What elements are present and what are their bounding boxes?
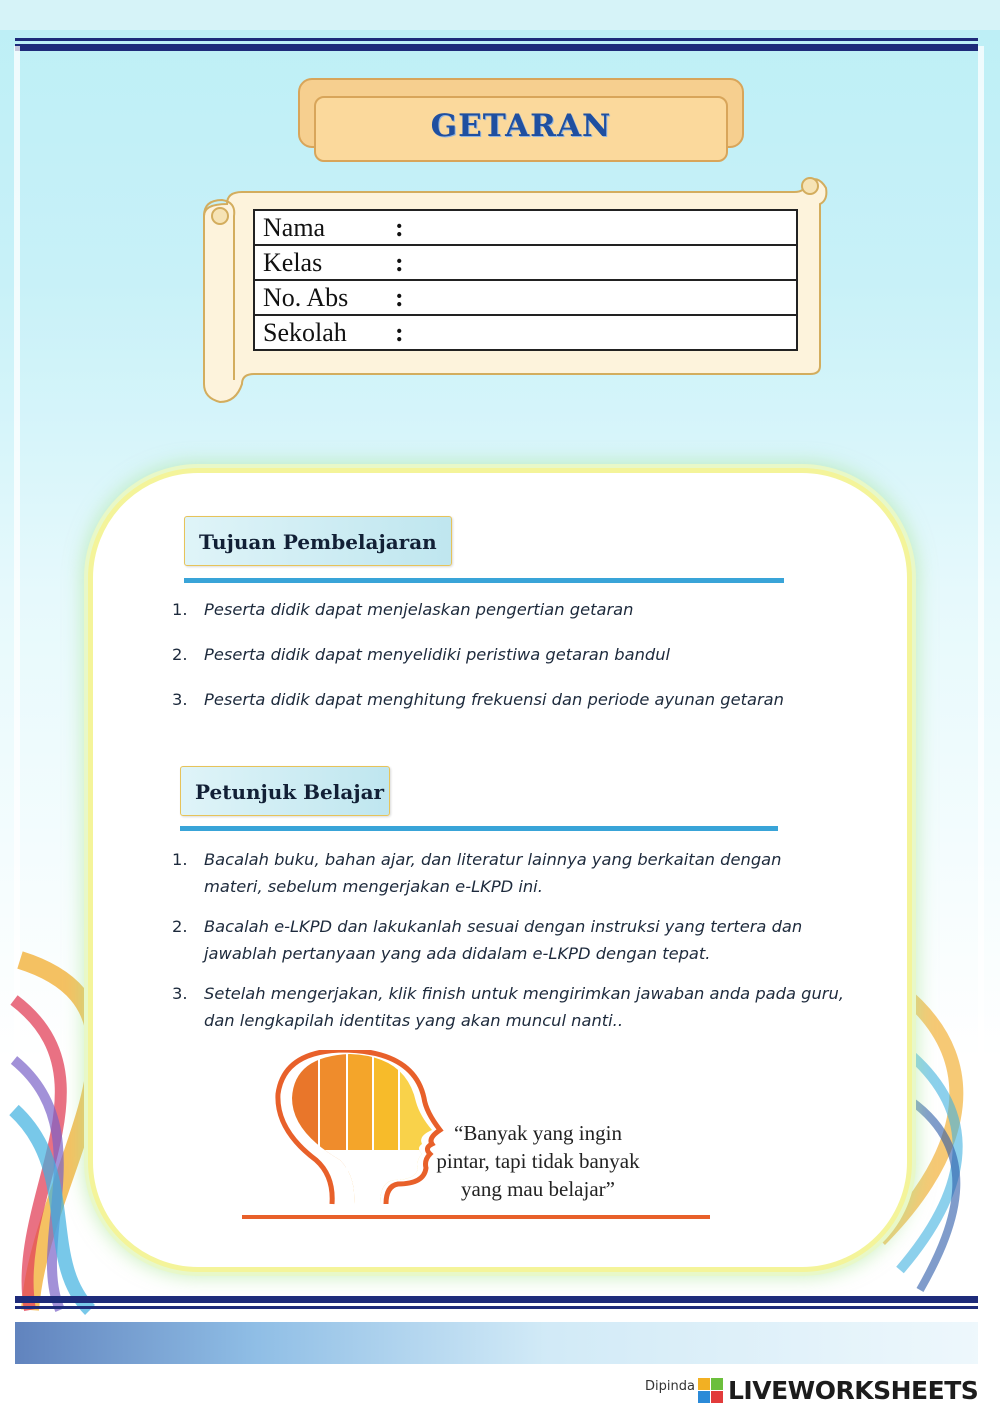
identity-row-no-abs[interactable]: No. Abs : [254,280,797,315]
instructions-list [172,846,844,1034]
head-illustration [236,1050,716,1226]
quote-line-2: pintar, tapi tidak banyak [436,1149,640,1173]
liveworksheets-brand[interactable]: LIVEWORKSHEETS [728,1376,979,1405]
list-item: 3. Setelah mengerjakan, klik finish untuk mengirimkan jawaban anda pada guru, dan lengkapilah identitas yang akan muncul nanti.. [172,984,844,1030]
bottom-rule-thick [15,1296,978,1303]
identity-table [253,209,798,351]
bottom-rule-thin [15,1306,978,1309]
quote-line-3: yang mau belajar” [461,1177,615,1201]
top-rule-thick [15,44,978,51]
bottom-strip [15,1322,978,1364]
top-band [0,0,1000,30]
top-rule-thin [15,38,978,41]
instructions-heading: Petunjuk Belajar [180,766,390,816]
field-label-no-abs: No. Abs [263,282,349,312]
instructions-divider [180,826,778,831]
objectives-divider [184,578,784,583]
objectives-heading: Tujuan Pembelajaran [184,516,452,566]
field-label-kelas: Kelas [263,247,323,277]
list-item: 1. Peserta didik dapat menjelaskan pengertian getaran [172,600,634,619]
identity-row-nama[interactable]: Nama : [254,210,797,245]
field-label-sekolah: Sekolah [263,317,347,347]
quote-line-1: “Banyak yang ingin [454,1121,622,1145]
list-item: 2. Peserta didik dapat menyelidiki peristiwa getaran bandul [172,645,671,664]
footer-credit: Dipinda [645,1379,695,1394]
liveworksheets-logo-icon [698,1378,724,1404]
field-label-nama: Nama [263,212,326,242]
page-title: GETARAN [430,108,612,144]
identity-row-sekolah[interactable]: Sekolah : [254,315,797,350]
list-item: 1. Bacalah buku, bahan ajar, dan literatur lainnya yang berkaitan dengan materi, sebelum mengerjakan e-LKPD ini. [172,850,782,896]
objectives-list [172,596,862,713]
list-item: 3. Peserta didik dapat menghitung frekuensi dan periode ayunan getaran [172,690,784,709]
list-item: 2. Bacalah e-LKPD dan lakukanlah sesuai dengan instruksi yang tertera dan jawablah pertanyaan yang ada didalam e-LKPD dengan tepat. [172,917,803,963]
identity-row-kelas[interactable]: Kelas : [254,245,797,280]
